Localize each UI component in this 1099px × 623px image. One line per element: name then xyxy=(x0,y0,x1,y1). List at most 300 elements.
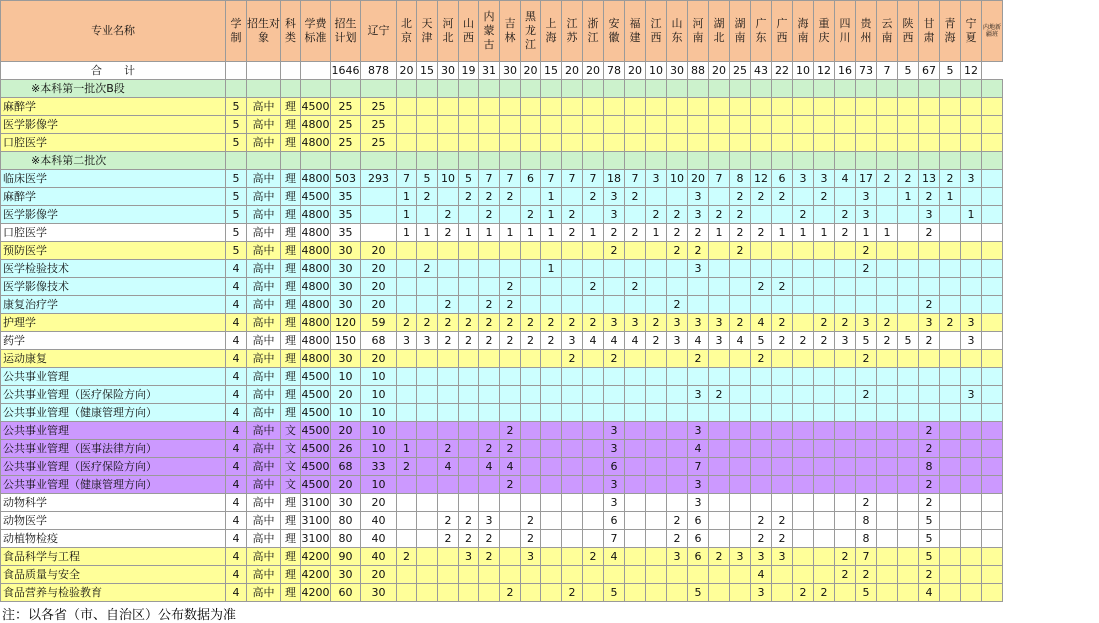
province-cell: 20 xyxy=(361,566,397,584)
kind-cell: 理 xyxy=(281,350,301,368)
province-cell xyxy=(500,350,521,368)
province-cell xyxy=(361,206,397,224)
province-cell xyxy=(814,548,835,566)
province-cell xyxy=(898,404,919,422)
province-cell: 12 xyxy=(751,170,772,188)
province-cell xyxy=(835,386,856,404)
empty-cell xyxy=(709,152,730,170)
province-cell xyxy=(940,296,961,314)
province-cell: 2 xyxy=(667,224,688,242)
empty-cell xyxy=(646,152,667,170)
province-cell xyxy=(751,242,772,260)
empty-cell xyxy=(331,152,361,170)
target-cell: 高中 xyxy=(247,476,281,494)
province-cell xyxy=(751,368,772,386)
province-cell: 3 xyxy=(961,332,982,350)
province-cell: 1 xyxy=(583,224,604,242)
province-cell: 10 xyxy=(667,170,688,188)
province-cell xyxy=(919,134,940,152)
province-cell: 13 xyxy=(919,170,940,188)
total-value: 20 xyxy=(397,62,417,80)
major-name: 麻醉学 xyxy=(1,188,226,206)
province-cell xyxy=(417,548,438,566)
empty-cell xyxy=(281,80,301,98)
plan-cell: 20 xyxy=(331,386,361,404)
target-cell: 高中 xyxy=(247,350,281,368)
fee-cell: 3100 xyxy=(301,494,331,512)
province-cell xyxy=(793,242,814,260)
province-cell: 3 xyxy=(688,386,709,404)
header-cell: 江苏 xyxy=(562,1,583,62)
province-cell: 2 xyxy=(479,440,500,458)
province-cell xyxy=(541,296,562,314)
empty-cell xyxy=(982,350,1003,368)
province-cell xyxy=(417,296,438,314)
province-cell xyxy=(751,404,772,422)
province-cell: 4 xyxy=(604,548,625,566)
empty-cell xyxy=(793,80,814,98)
province-cell xyxy=(562,134,583,152)
province-cell xyxy=(583,566,604,584)
header-cell: 内蒙古 xyxy=(479,1,500,62)
province-cell: 3 xyxy=(751,548,772,566)
province-cell: 2 xyxy=(730,314,751,332)
province-cell: 2 xyxy=(500,476,521,494)
empty-cell xyxy=(982,512,1003,530)
table-row xyxy=(1,584,1003,602)
province-cell: 2 xyxy=(919,332,940,350)
province-cell xyxy=(667,440,688,458)
province-cell xyxy=(814,116,835,134)
header-cell: 上海 xyxy=(541,1,562,62)
province-cell xyxy=(898,98,919,116)
province-cell: 3 xyxy=(562,332,583,350)
province-cell xyxy=(877,278,898,296)
years-cell: 5 xyxy=(226,188,247,206)
plan-cell: 30 xyxy=(331,242,361,260)
province-cell xyxy=(940,530,961,548)
province-cell: 2 xyxy=(793,206,814,224)
empty-cell xyxy=(709,80,730,98)
province-cell xyxy=(961,296,982,314)
province-cell xyxy=(625,134,646,152)
province-cell xyxy=(688,98,709,116)
province-cell: 1 xyxy=(397,440,417,458)
province-cell: 2 xyxy=(709,548,730,566)
fee-cell: 4500 xyxy=(301,368,331,386)
province-cell: 3 xyxy=(751,584,772,602)
province-cell xyxy=(397,98,417,116)
province-cell: 6 xyxy=(688,512,709,530)
province-cell xyxy=(688,368,709,386)
table-row xyxy=(1,368,1003,386)
fee-cell: 4800 xyxy=(301,134,331,152)
province-cell: 2 xyxy=(709,206,730,224)
total-value: 10 xyxy=(793,62,814,80)
province-cell: 1 xyxy=(772,224,793,242)
province-cell xyxy=(814,494,835,512)
province-cell: 5 xyxy=(751,332,772,350)
province-cell xyxy=(521,476,541,494)
province-cell xyxy=(438,548,459,566)
section-title: ※本科第一批次B段 xyxy=(1,80,226,98)
province-cell xyxy=(835,188,856,206)
years-cell: 4 xyxy=(226,440,247,458)
province-cell: 3 xyxy=(835,332,856,350)
province-cell xyxy=(814,296,835,314)
province-cell xyxy=(625,404,646,422)
province-cell: 5 xyxy=(688,584,709,602)
province-cell xyxy=(438,134,459,152)
total-value: 15 xyxy=(541,62,562,80)
province-cell xyxy=(898,314,919,332)
empty-cell xyxy=(982,224,1003,242)
province-cell xyxy=(940,260,961,278)
province-cell xyxy=(459,476,479,494)
fee-cell: 4800 xyxy=(301,296,331,314)
province-cell xyxy=(814,98,835,116)
province-cell xyxy=(417,566,438,584)
province-cell: 3 xyxy=(856,314,877,332)
province-cell xyxy=(479,350,500,368)
table-row xyxy=(1,278,1003,296)
major-name: 公共事业管理（医事法律方向） xyxy=(1,440,226,458)
province-cell xyxy=(814,350,835,368)
province-cell xyxy=(856,404,877,422)
header-cell: 北京 xyxy=(397,1,417,62)
province-cell xyxy=(459,584,479,602)
empty-cell xyxy=(982,530,1003,548)
province-cell: 2 xyxy=(500,584,521,602)
province-cell xyxy=(521,386,541,404)
province-cell: 2 xyxy=(397,458,417,476)
province-cell xyxy=(772,476,793,494)
province-cell xyxy=(961,566,982,584)
province-cell xyxy=(856,368,877,386)
empty-cell xyxy=(541,80,562,98)
province-cell: 25 xyxy=(361,116,397,134)
province-cell xyxy=(730,368,751,386)
header-cell: 山东 xyxy=(667,1,688,62)
province-cell xyxy=(604,404,625,422)
province-cell xyxy=(877,494,898,512)
province-cell xyxy=(688,296,709,314)
province-cell xyxy=(667,458,688,476)
province-cell xyxy=(667,494,688,512)
province-cell xyxy=(438,278,459,296)
fee-cell: 4500 xyxy=(301,188,331,206)
province-cell xyxy=(361,224,397,242)
province-cell xyxy=(479,566,500,584)
province-cell: 2 xyxy=(479,206,500,224)
province-cell xyxy=(646,512,667,530)
kind-cell: 文 xyxy=(281,422,301,440)
major-name: 公共事业管理（健康管理方向） xyxy=(1,404,226,422)
table-row xyxy=(1,206,1003,224)
fee-cell: 4500 xyxy=(301,98,331,116)
province-cell: 2 xyxy=(438,332,459,350)
province-cell: 3 xyxy=(688,260,709,278)
province-cell xyxy=(961,134,982,152)
province-cell xyxy=(541,350,562,368)
plan-cell: 35 xyxy=(331,224,361,242)
empty-cell xyxy=(835,152,856,170)
province-cell xyxy=(814,368,835,386)
province-cell xyxy=(667,188,688,206)
province-cell xyxy=(361,188,397,206)
province-cell xyxy=(521,116,541,134)
province-cell: 4 xyxy=(919,584,940,602)
province-cell xyxy=(835,116,856,134)
province-cell xyxy=(835,98,856,116)
province-cell xyxy=(730,530,751,548)
province-cell xyxy=(961,584,982,602)
province-cell: 20 xyxy=(688,170,709,188)
empty-cell xyxy=(751,80,772,98)
province-cell: 2 xyxy=(772,188,793,206)
table-row xyxy=(1,188,1003,206)
province-cell xyxy=(521,134,541,152)
empty-cell xyxy=(646,80,667,98)
province-cell xyxy=(730,584,751,602)
province-cell xyxy=(730,296,751,314)
empty-cell xyxy=(583,80,604,98)
province-cell xyxy=(877,368,898,386)
header-cell-text: 内地新疆班 xyxy=(982,24,1001,38)
years-cell: 5 xyxy=(226,224,247,242)
province-cell xyxy=(940,116,961,134)
empty-cell xyxy=(982,260,1003,278)
years-cell: 4 xyxy=(226,566,247,584)
province-cell xyxy=(751,296,772,314)
province-cell xyxy=(438,422,459,440)
province-cell xyxy=(646,458,667,476)
province-cell xyxy=(646,260,667,278)
province-cell xyxy=(459,296,479,314)
major-name: 食品质量与安全 xyxy=(1,566,226,584)
province-cell xyxy=(583,584,604,602)
province-cell xyxy=(751,98,772,116)
target-cell: 高中 xyxy=(247,494,281,512)
province-cell: 2 xyxy=(583,314,604,332)
province-cell: 4 xyxy=(625,332,646,350)
province-cell xyxy=(583,98,604,116)
target-cell: 高中 xyxy=(247,206,281,224)
province-cell xyxy=(604,134,625,152)
province-cell: 2 xyxy=(604,224,625,242)
header-cell: 科类 xyxy=(281,1,301,62)
major-name: 药学 xyxy=(1,332,226,350)
total-value: 15 xyxy=(417,62,438,80)
province-cell xyxy=(877,134,898,152)
province-cell xyxy=(709,98,730,116)
plan-cell: 25 xyxy=(331,134,361,152)
empty-cell xyxy=(301,152,331,170)
major-name: 公共事业管理（医疗保险方向） xyxy=(1,386,226,404)
province-cell: 2 xyxy=(856,566,877,584)
province-cell xyxy=(541,530,562,548)
province-cell: 2 xyxy=(877,170,898,188)
target-cell: 高中 xyxy=(247,170,281,188)
province-cell: 2 xyxy=(397,548,417,566)
header-cell: 湖南 xyxy=(730,1,751,62)
header-cell: 江西 xyxy=(646,1,667,62)
province-cell: 2 xyxy=(500,440,521,458)
province-cell: 2 xyxy=(459,530,479,548)
province-cell: 2 xyxy=(730,206,751,224)
province-cell xyxy=(459,404,479,422)
province-cell xyxy=(730,386,751,404)
table-row xyxy=(1,260,1003,278)
kind-cell: 理 xyxy=(281,368,301,386)
province-cell xyxy=(500,134,521,152)
province-cell xyxy=(583,260,604,278)
province-cell xyxy=(521,350,541,368)
province-cell xyxy=(940,584,961,602)
province-cell xyxy=(709,404,730,422)
province-cell xyxy=(772,386,793,404)
province-cell xyxy=(438,494,459,512)
section-row xyxy=(1,80,1003,98)
empty-cell xyxy=(361,80,397,98)
years-cell: 4 xyxy=(226,314,247,332)
province-cell: 1 xyxy=(521,224,541,242)
province-cell xyxy=(688,278,709,296)
empty-cell xyxy=(982,566,1003,584)
province-cell xyxy=(541,458,562,476)
target-cell: 高中 xyxy=(247,548,281,566)
empty-cell xyxy=(919,80,940,98)
province-cell: 2 xyxy=(856,260,877,278)
province-cell xyxy=(730,458,751,476)
empty-cell xyxy=(982,404,1003,422)
province-cell xyxy=(730,476,751,494)
empty-cell xyxy=(898,152,919,170)
province-cell xyxy=(438,386,459,404)
province-cell xyxy=(397,494,417,512)
province-cell: 1 xyxy=(709,224,730,242)
province-cell: 2 xyxy=(479,296,500,314)
province-cell xyxy=(479,422,500,440)
province-cell: 2 xyxy=(438,530,459,548)
province-cell: 2 xyxy=(604,350,625,368)
province-cell xyxy=(397,296,417,314)
kind-cell: 理 xyxy=(281,206,301,224)
empty-cell xyxy=(417,80,438,98)
major-name: 口腔医学 xyxy=(1,134,226,152)
province-cell xyxy=(793,548,814,566)
total-value: 10 xyxy=(646,62,667,80)
province-cell: 2 xyxy=(688,350,709,368)
kind-cell: 理 xyxy=(281,224,301,242)
province-cell xyxy=(583,242,604,260)
province-cell xyxy=(961,440,982,458)
province-cell xyxy=(961,224,982,242)
province-cell xyxy=(751,260,772,278)
province-cell xyxy=(459,98,479,116)
target-cell: 高中 xyxy=(247,260,281,278)
empty-cell xyxy=(226,152,247,170)
province-cell xyxy=(397,584,417,602)
province-cell xyxy=(898,386,919,404)
province-cell xyxy=(961,350,982,368)
province-cell: 2 xyxy=(500,278,521,296)
province-cell: 2 xyxy=(417,260,438,278)
province-cell xyxy=(961,278,982,296)
target-cell: 高中 xyxy=(247,512,281,530)
province-cell: 2 xyxy=(479,332,500,350)
province-cell: 2 xyxy=(898,170,919,188)
province-cell xyxy=(919,98,940,116)
province-cell xyxy=(604,260,625,278)
province-cell xyxy=(417,476,438,494)
province-cell xyxy=(541,512,562,530)
province-cell xyxy=(541,404,562,422)
province-cell xyxy=(898,278,919,296)
province-cell xyxy=(961,404,982,422)
province-cell xyxy=(459,116,479,134)
province-cell xyxy=(940,278,961,296)
province-cell: 2 xyxy=(751,512,772,530)
province-cell: 2 xyxy=(940,170,961,188)
province-cell xyxy=(772,494,793,512)
province-cell xyxy=(772,116,793,134)
province-cell xyxy=(772,584,793,602)
major-name: 公共事业管理（健康管理方向） xyxy=(1,476,226,494)
total-value: 5 xyxy=(898,62,919,80)
province-cell xyxy=(898,566,919,584)
fee-cell: 4800 xyxy=(301,224,331,242)
empty-cell xyxy=(730,80,751,98)
province-cell: 10 xyxy=(361,476,397,494)
empty-cell xyxy=(856,152,877,170)
province-cell xyxy=(604,386,625,404)
empty-cell xyxy=(982,314,1003,332)
province-cell xyxy=(459,440,479,458)
province-cell xyxy=(521,494,541,512)
province-cell xyxy=(417,98,438,116)
province-cell: 3 xyxy=(688,188,709,206)
province-cell xyxy=(898,368,919,386)
province-cell: 5 xyxy=(856,584,877,602)
province-cell xyxy=(521,278,541,296)
province-cell: 2 xyxy=(772,278,793,296)
province-cell: 4 xyxy=(500,458,521,476)
province-cell xyxy=(479,386,500,404)
major-name: 公共事业管理（医疗保险方向） xyxy=(1,458,226,476)
province-cell xyxy=(814,530,835,548)
empty-cell xyxy=(835,80,856,98)
province-cell xyxy=(479,242,500,260)
province-cell: 2 xyxy=(814,188,835,206)
empty-cell xyxy=(772,80,793,98)
years-cell: 5 xyxy=(226,206,247,224)
province-cell xyxy=(459,350,479,368)
table-row xyxy=(1,332,1003,350)
province-cell: 20 xyxy=(361,296,397,314)
province-cell: 3 xyxy=(961,386,982,404)
province-cell xyxy=(646,278,667,296)
table-row xyxy=(1,566,1003,584)
header-cell: 学制 xyxy=(226,1,247,62)
province-cell xyxy=(898,296,919,314)
province-cell: 59 xyxy=(361,314,397,332)
years-cell: 4 xyxy=(226,494,247,512)
target-cell: 高中 xyxy=(247,188,281,206)
province-cell xyxy=(459,386,479,404)
province-cell xyxy=(541,134,562,152)
empty-cell xyxy=(301,80,331,98)
